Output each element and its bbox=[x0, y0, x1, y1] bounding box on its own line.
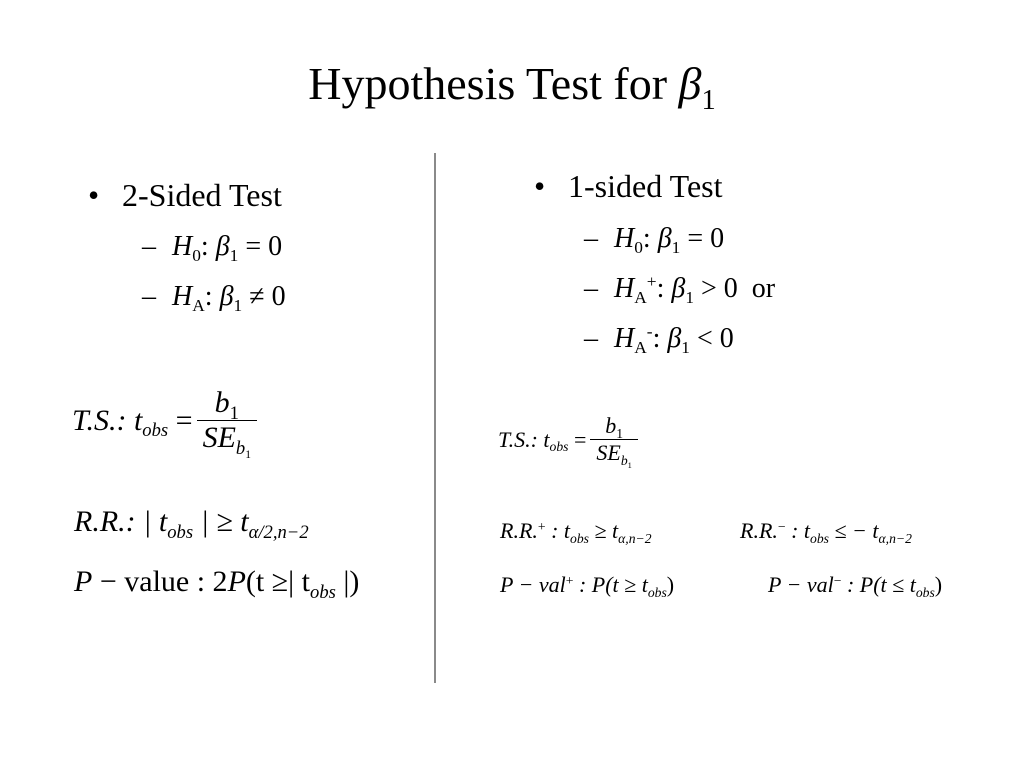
right-hypothesis-alt-plus: – $H_A^+$: $\beta_1 > 0$ or bbox=[584, 272, 776, 308]
right-p-value-plus: P − val+ : $P(t \ge t_{obs})$ bbox=[500, 572, 675, 600]
left-hypothesis-null: – $H_0$: $\beta_1 = 0$ bbox=[142, 231, 283, 266]
left-rejection-region: R.R.: | $t_{obs}$ | ≥ $t_{\alpha/2,n-2}$ bbox=[74, 505, 309, 543]
right-rejection-region-minus: R.R.− : $t_{obs}$ ≤ − $t_{\alpha,n-2}$ bbox=[740, 518, 912, 546]
right-hypothesis-null: – $H_0$: $\beta_1 = 0$ bbox=[584, 223, 725, 258]
right-rejection-region-plus: R.R.+ : $t_{obs} \ge t_{\alpha,n-2}$ bbox=[500, 518, 652, 546]
bullet-icon: • bbox=[534, 168, 546, 204]
right-p-value-minus: P − val− : $P(t \le t_{obs})$ bbox=[768, 572, 943, 600]
left-bullet-heading: • 2-Sided Test bbox=[88, 177, 282, 213]
fraction: $\frac{b_1}{SE_{b_1}}$ bbox=[590, 413, 637, 466]
right-test-statistic: T.S.: $t_{obs}$ = $\frac{b_1}{SE_{b_1}}$ bbox=[498, 413, 642, 466]
column-divider bbox=[434, 153, 436, 683]
left-p-value: P − value : 2P(t ≥| $t_{obs}$ |) bbox=[74, 565, 360, 603]
right-bullet-heading: • 1-sided Test bbox=[534, 168, 723, 204]
slide-title: Hypothesis Test for $\beta_1$ bbox=[308, 58, 716, 116]
left-hypothesis-alternative: – $H_A$: $\beta_1 \ne 0$ bbox=[142, 281, 286, 316]
left-test-statistic: T.S.: $t_{obs}$ = $\frac{b_1}{SE_{b_1}}$ bbox=[72, 386, 261, 455]
beta-symbol: β bbox=[678, 58, 702, 109]
bullet-icon: • bbox=[88, 177, 100, 213]
fraction: $\frac{b_1}{SE_{b_1}}$ bbox=[197, 386, 257, 455]
right-hypothesis-alt-minus: – $H_A^-$: $\beta_1 < 0$ bbox=[584, 322, 734, 358]
